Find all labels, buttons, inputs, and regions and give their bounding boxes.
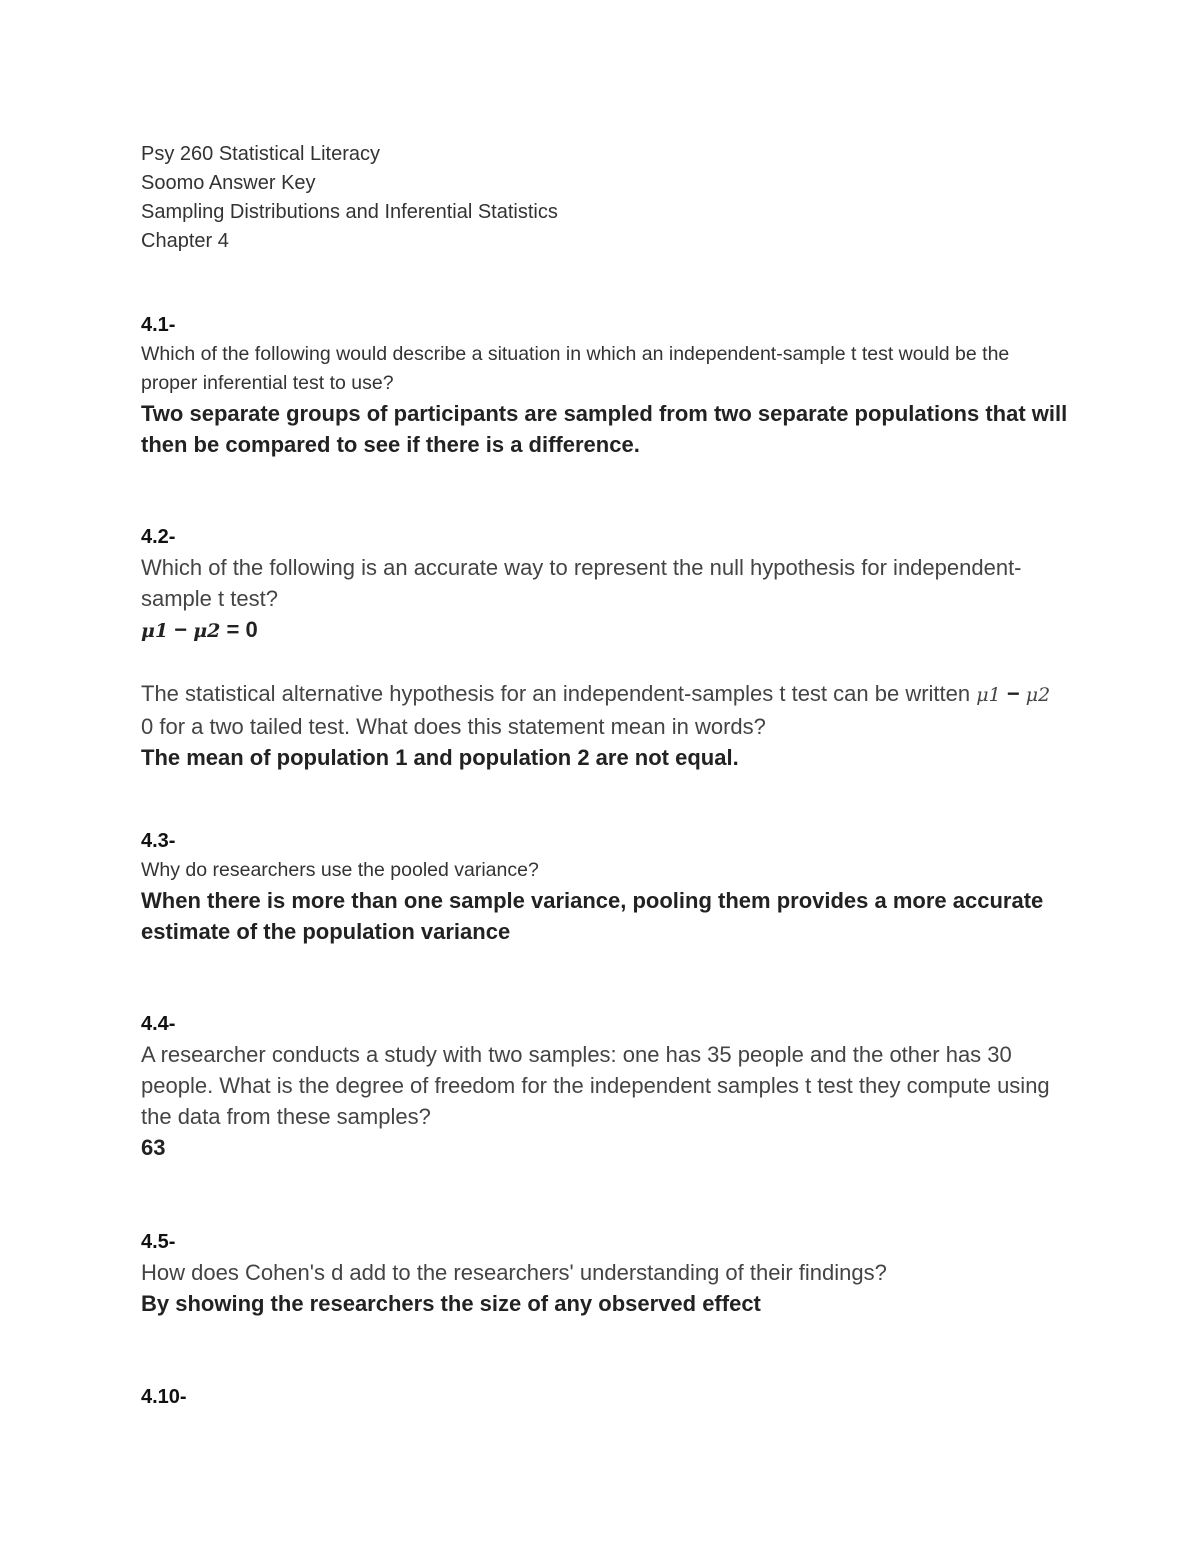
alt-question-end: 0 for a two tailed test. What does this statement mean in words? — [141, 714, 766, 739]
answer-text: By showing the researchers the size of any observed effect — [141, 1291, 761, 1316]
answer-key-label: Soomo Answer Key — [141, 172, 316, 194]
mu1-symbol: μ1 — [976, 684, 1001, 706]
question-text: Which of the following would describe a situation in which an independent-sample t test would be the proper inferential test to use? — [141, 343, 1010, 394]
null-hypothesis-answer — [141, 614, 1071, 647]
question-number: 4.4- — [141, 1013, 176, 1035]
question-number: 4.10- — [141, 1386, 187, 1408]
answer-text: Two separate groups of participants are sampled from two separate populations that will then be compared to see if there is a difference. — [141, 401, 1068, 457]
minus-sign: − — [1006, 681, 1020, 706]
question-4-5 — [141, 1228, 1071, 1319]
question-4-1 — [141, 311, 1071, 460]
question-4-2 — [141, 523, 1071, 773]
alt-question-start: The statistical alternative hypothesis for an independent-samples t test can be written — [141, 681, 971, 706]
question-text: A researcher conducts a study with two samples: one has 35 people and the other has 30 people. What is the degree of freedom for the independent samples t test they compute using the data from these samples? — [141, 1042, 1050, 1129]
course-title: Psy 260 Statistical Literacy — [141, 143, 380, 165]
minus-sign: − — [174, 617, 188, 642]
question-number: 4.1- — [141, 314, 176, 336]
chapter-label: Chapter 4 — [141, 230, 229, 252]
question-number: 4.5- — [141, 1231, 176, 1253]
answer-text: The mean of population 1 and population 2 are not equal. — [141, 745, 739, 770]
question-4-10 — [141, 1383, 1071, 1412]
question-4-4 — [141, 1010, 1071, 1163]
mu2-symbol: μ2 — [193, 620, 221, 642]
mu1-symbol: μ1 — [141, 620, 169, 642]
mu2-symbol: μ2 — [1025, 684, 1051, 706]
question-number: 4.3- — [141, 830, 176, 852]
document-header — [141, 140, 558, 256]
question-text: Which of the following is an accurate way to represent the null hypothesis for independent-sample t test? — [141, 555, 1022, 611]
question-text: Why do researchers use the pooled variance? — [141, 859, 539, 881]
equals-zero: = 0 — [226, 617, 258, 642]
question-number: 4.2- — [141, 526, 176, 548]
alternative-hypothesis-question — [141, 678, 1071, 742]
answer-text: 63 — [141, 1135, 166, 1160]
topic-title: Sampling Distributions and Inferential Statistics — [141, 201, 558, 223]
question-4-3 — [141, 827, 1071, 947]
answer-text: When there is more than one sample variance, pooling them provides a more accurate estimate of the population variance — [141, 888, 1044, 944]
question-text: How does Cohen's d add to the researchers' understanding of their findings? — [141, 1260, 887, 1285]
